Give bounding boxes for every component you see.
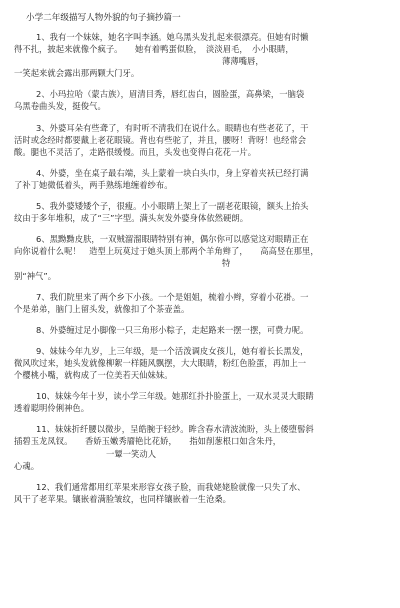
paragraph-line: 薄薄嘴唇，	[222, 56, 264, 67]
paragraph-4	[14, 167, 386, 191]
paragraph-1	[14, 31, 386, 79]
paragraph-line: 向你说着什么呢！ 造型上玩莫过于她头顶上那两个羊角辫了， 高高竖在那里，	[14, 246, 319, 257]
paragraph-line: 1、我有一个妹妹，她名字叫李涵。她乌黑头发扎起来很漂亮。但她有时懒	[36, 32, 309, 42]
paragraph-line: 个是弟弟，脑门上留头发，就像扣了个茶壶盖。	[14, 303, 190, 314]
paragraph-3	[14, 122, 386, 158]
paragraph-line: 7、我们院里来了两个乡下小孩。一个是姐姐，梳着小辫，穿着小花褂。一	[36, 291, 309, 302]
paragraph-line: 心魂。	[14, 460, 40, 471]
paragraph-10	[14, 390, 386, 414]
paragraph-7	[14, 291, 386, 315]
paragraph-6	[14, 233, 386, 281]
paragraph-line: 6、黑黝黝皮肤，一双贼溜溜眼睛特别有神，偶尔你可以感觉这对眼睛正在	[36, 234, 309, 245]
paragraph-line: 10、妹妹今年十岁，读小学三年级。她那红扑扑脸蛋上，一双水灵灵大眼睛	[36, 391, 314, 402]
paragraph-line: 5、我外婆矮矮个子，很瘦。小小眼睛上架上了一副老花眼镜，额头上抬头	[36, 201, 309, 212]
paragraph-line: 一笑起来就会露出那两颗大门牙。	[14, 68, 140, 79]
paragraph-line: 插碧玉龙凤钗。 香娇玉嫩秀靥艳比花娇， 指如削葱根口如含朱丹，	[14, 436, 282, 447]
paragraph-9	[14, 345, 386, 381]
paragraph-line: 9、妹妹今年九岁，上三年级，是一个活泼调皮女孩儿，她有着长长黑发，	[36, 345, 309, 356]
paragraph-line: 乌黑卷曲头发，挺俊气。	[14, 101, 106, 112]
paragraph-11	[14, 423, 386, 471]
paragraph-line: 特	[222, 258, 231, 269]
paragraph-line: 得不扎，披起来就像个疯子。 她有着鸭蛋似脸， 淡淡眉毛， 小小眼睛，	[14, 44, 294, 55]
paragraph-2	[14, 88, 386, 112]
paragraph-line: 一颦一笑动人	[106, 448, 157, 459]
paragraph-line: 活时或念经时都要戴上老花眼镜。背也有些驼了，并且，腰呀！背呀！也经常会	[14, 134, 307, 145]
paragraph-line: 2、小玛拉哈（蒙古族），眉清目秀，唇红齿白，圆脸蛋，高鼻梁，一脑袋	[36, 89, 305, 100]
paragraph-line: 8、外婆缠过足小脚像一只三角形小粽子，走起路来一摆一摆，可费力呢。	[36, 324, 309, 335]
paragraph-line: 个樱桃小嘴，就构成了一位美若天仙妹妹。	[14, 370, 173, 381]
paragraph-line: 纹由于多年堆积，成了“三”字型。满头灰发外婆身体依然硬朗。	[14, 213, 249, 224]
paragraph-line: 别“神气”。	[14, 270, 57, 281]
paragraph-line: 4、外婆，坐在桌子最右端，头上蒙着一块白头巾，身上穿着夹袄已经打满	[36, 167, 309, 178]
paragraph-8	[14, 324, 386, 336]
paragraph-line: 酸。腿也不灵活了，走路很缓慢。而且，头发也变得白花花一片。	[14, 146, 257, 157]
paragraph-line: 风干了老苹果。镶嵌着满脸皱纹，也同样镶嵌着一生沧桑。	[14, 493, 232, 504]
paragraph-12	[14, 481, 386, 505]
paragraph-line: 了补丁她微低着头，两手熟练地缠着纱布。	[14, 179, 173, 190]
paragraph-line: 11、妹妹折纤腰以微步，呈皓腕于轻纱。眸含春水清波流盼，头上倭堕髻斜	[36, 424, 314, 435]
paragraph-line: 3、外婆耳朵有些聋了，有时听不清我们在说什么。眼睛也有些老花了，干	[36, 122, 309, 133]
document-title: 小学二年级描写人物外貌的句子摘抄篇一	[26, 13, 181, 23]
paragraph-line: 12、我们通常都用红苹果来形容女孩子脸，而我姥姥脸就像一只失了水、	[36, 481, 306, 492]
paragraph-line: 微风吹过来，她头发就像柳絮一样随风飘摆，大大眼睛，粉红色脸蛋，再加上一	[14, 357, 307, 368]
paragraph-5	[14, 200, 386, 224]
paragraph-line: 透着聪明伶俐神色。	[14, 403, 90, 414]
